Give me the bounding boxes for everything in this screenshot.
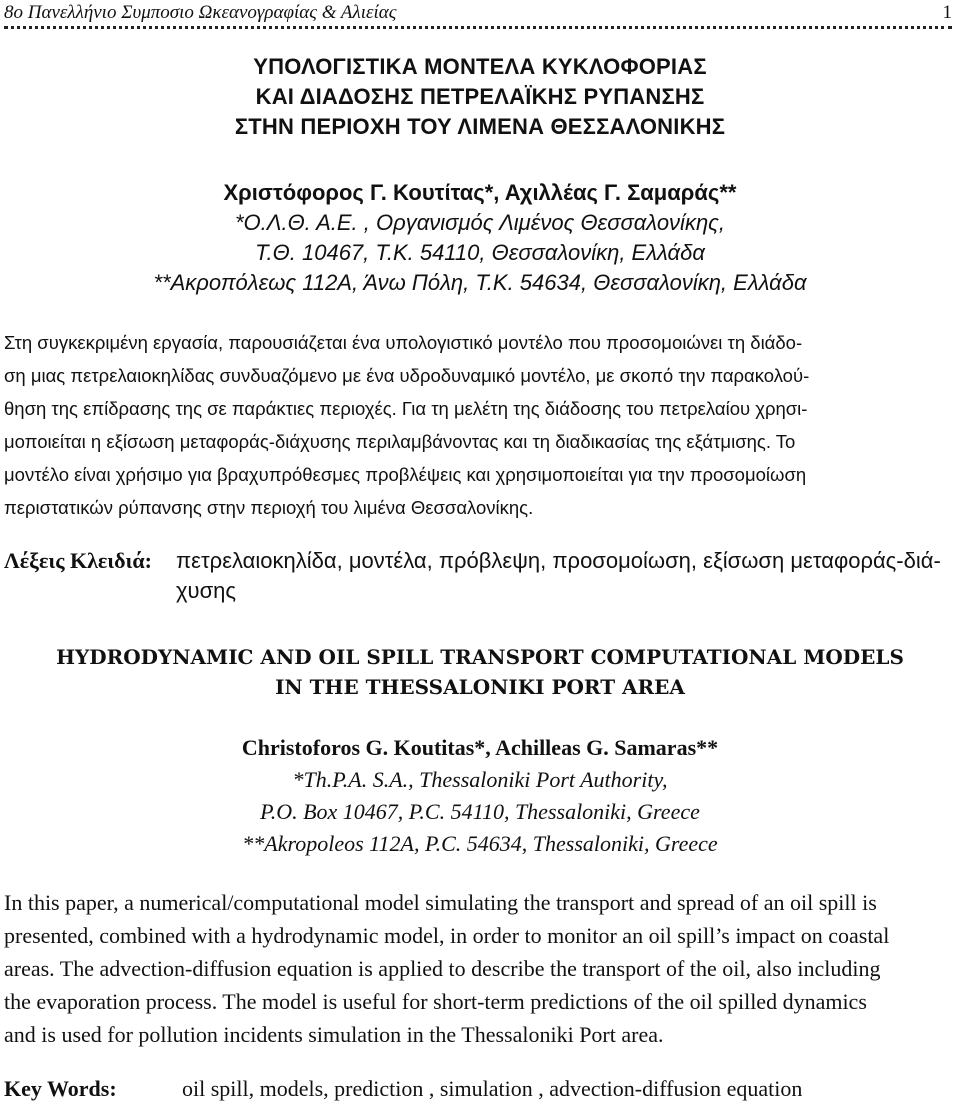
abstract-line: μοποιείται η εξίσωση μεταφοράς-διάχυσης περιλαμβάνοντας και τη διαδικασίας της εξάτμισης. Το [4, 431, 796, 452]
english-authors: Christoforos G. Koutitas*, Achilleas G. Samaras** [241, 735, 719, 760]
greek-abstract [4, 326, 952, 524]
english-authors-block [0, 732, 960, 860]
english-abstract [4, 886, 952, 1051]
english-title-line: IN THE THESSALONIKI PORT AREA [275, 675, 685, 699]
greek-keywords [176, 546, 952, 606]
abstract-line: μοντέλο είναι χρήσιμο για βραχυπρόθεσμες προβλέψεις και χρησιμοποιείται για την προσομοίωση [4, 464, 807, 485]
english-keywords: oil spill, models, prediction , simulation , advection-diffusion equation [182, 1076, 803, 1101]
greek-affiliation: **Ακροπόλεως 112Α, Άνω Πόλη, Τ.Κ. 54634, Θεσσαλονίκη, Ελλάδα [153, 270, 807, 295]
abstract-line: ση μιας πετρελαιοκηλίδας συνδυαζόμενο με ένα υδροδυναμικό μοντέλο, με σκοπό την παρακολού- [4, 365, 810, 386]
abstract-line: presented, combined with a hydrodynamic model, in order to monitor an oil spill’s impact on coastal [4, 923, 890, 948]
english-keywords-label: Key Words: [4, 1076, 117, 1101]
english-affiliation: P.O. Box 10467, P.C. 54110, Thessaloniki, Greece [260, 799, 700, 824]
abstract-line: In this paper, a numerical/computational model simulating the transport and spread of an oil spill is [4, 890, 877, 915]
english-affiliation: **Akropoleos 112A, P.C. 54634, Thessaloniki, Greece [242, 831, 718, 856]
greek-affiliation: *Ο.Λ.Θ. Α.Ε. , Οργανισμός Λιμένος Θεσσαλονίκης, [235, 210, 725, 235]
abstract-line: areas. The advection-diffusion equation is applied to describe the transport of the oil, also including [4, 956, 881, 981]
abstract-line: Στη συγκεκριμένη εργασία, παρουσιάζεται ένα υπολογιστικό μοντέλο που προσομοιώνει τη διάδο- [4, 332, 803, 353]
page-header [4, 0, 952, 26]
greek-title-line: ΥΠΟΛΟΓΙΣΤΙΚΑ ΜΟΝΤΕΛΑ ΚΥΚΛΟΦΟΡΙΑΣ [253, 54, 707, 79]
greek-keywords-label: Λέξεις Κλειδιά: [4, 548, 152, 573]
english-title [0, 642, 960, 702]
keywords-line: χυσης [176, 578, 236, 603]
greek-title [0, 52, 960, 142]
english-affiliation: *Th.P.A. S.A., Thessaloniki Port Authority, [292, 767, 668, 792]
conference-title: 8ο Πανελλήνιο Συμποσιο Ωκεανογραφίας & Αλιείας [4, 2, 397, 23]
abstract-line: περιστατικών ρύπανσης στην περιοχή του λιμένα Θεσσαλονίκης. [4, 497, 534, 518]
page-number: 1 [942, 2, 952, 23]
greek-affiliation: Τ.Θ. 10467, Τ.Κ. 54110, Θεσσαλονίκη, Ελλάδα [255, 240, 705, 265]
greek-title-line: ΚΑΙ ΔΙΑΔΟΣΗΣ ΠΕΤΡΕΛΑΪΚΗΣ ΡΥΠΑΝΣΗΣ [255, 84, 705, 109]
abstract-line: and is used for pollution incidents simulation in the Thessaloniki Port area. [4, 1022, 664, 1047]
abstract-line: the evaporation process. The model is useful for short-term predictions of the oil spilled dynamics [4, 989, 867, 1014]
keywords-line: πετρελαιοκηλίδα, μοντέλα, πρόβλεψη, προσομοίωση, εξίσωση μεταφοράς-διά- [176, 548, 941, 573]
greek-authors-block [0, 178, 960, 298]
header-dotted-rule [4, 26, 952, 29]
greek-title-line: ΣΤΗΝ ΠΕΡΙΟΧΗ ΤΟΥ ΛΙΜΕΝΑ ΘΕΣΣΑΛΟΝΙΚΗΣ [234, 114, 726, 139]
english-title-line: HYDRODYNAMIC AND OIL SPILL TRANSPORT COMPUTATIONAL MODELS [56, 645, 904, 669]
greek-authors: Χριστόφορος Γ. Κουτίτας*, Αχιλλέας Γ. Σαμαράς** [223, 180, 737, 205]
abstract-line: θηση της επίδρασης της σε παράκτιες περιοχές. Για τη μελέτη της διάδοσης του πετρελαίου χρησι- [4, 398, 808, 419]
